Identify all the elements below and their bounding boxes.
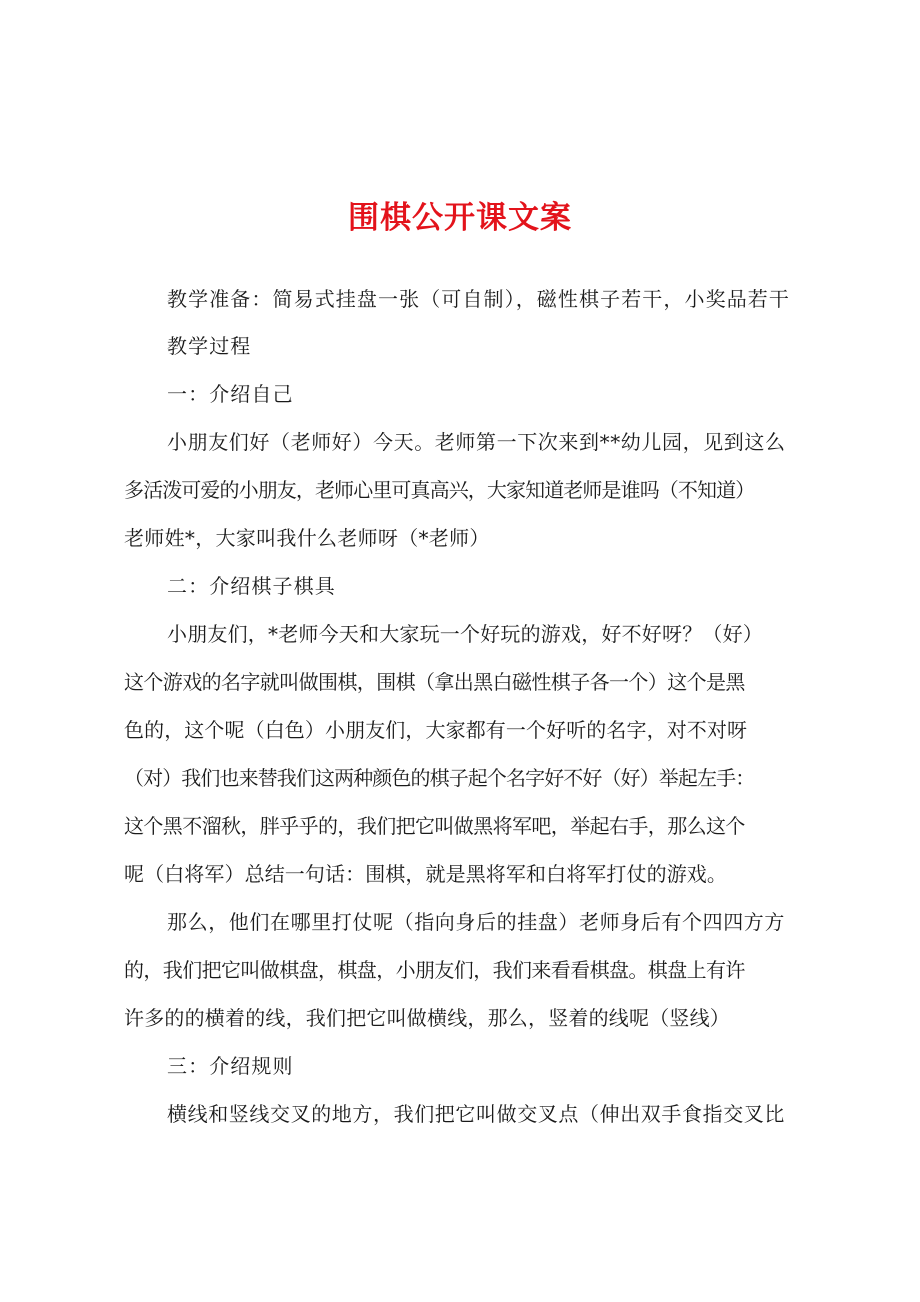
paragraph-line: 小朋友们好（老师好）今天。老师第一下次来到**幼儿园，见到这么 [167, 430, 786, 454]
paragraph-line: 小朋友们，*老师今天和大家玩一个好玩的游戏，好不好呀？（好） [167, 622, 763, 646]
paragraph-line: 这个游戏的名字就叫做围棋，围棋（拿出黑白磁性棋子各一个）这个是黑 [124, 670, 745, 694]
document-title: 围棋公开课文案 [348, 200, 572, 236]
paragraph-line: 呢（白将军）总结一句话：围棋，就是黑将军和白将军打仗的游戏。 [124, 862, 727, 886]
paragraph-line: 那么，他们在哪里打仗呢（指向身后的挂盘）老师身后有个四四方方 [167, 910, 785, 934]
prep-line: 教学准备：简易式挂盘一张（可自制），磁性棋子若干，小奖品若干 [167, 287, 790, 311]
section-heading: 二：介绍棋子棋具 [167, 574, 336, 598]
paragraph-line: 许多的的横着的线，我们把它叫做横线，那么，竖着的线呢（竖线） [124, 1006, 730, 1030]
paragraph-line: 多活泼可爱的小朋友，老师心里可真高兴，大家知道老师是谁吗（不知道） [124, 478, 755, 502]
paragraph-line: 的，我们把它叫做棋盘，棋盘，小朋友们，我们来看看棋盘。棋盘上有许 [124, 958, 745, 982]
section-heading: 一：介绍自己 [167, 382, 294, 406]
section-heading: 三：介绍规则 [167, 1054, 294, 1078]
paragraph-line: （对）我们也来替我们这两种颜色的棋子起个名字好不好（好）举起左手： [124, 766, 755, 790]
paragraph-line: 这个黑不溜秋，胖乎乎的，我们把它叫做黑将军吧，举起右手，那么这个 [124, 814, 745, 838]
paragraph-line: 老师姓*，大家叫我什么老师呀（*老师） [124, 526, 490, 550]
paragraph-line: 色的，这个呢（白色）小朋友们，大家都有一个好听的名字，对不对呀 [124, 718, 748, 742]
section-heading: 教学过程 [167, 334, 252, 358]
paragraph-line: 横线和竖线交叉的地方，我们把它叫做交叉点（伸出双手食指交叉比 [167, 1102, 785, 1126]
